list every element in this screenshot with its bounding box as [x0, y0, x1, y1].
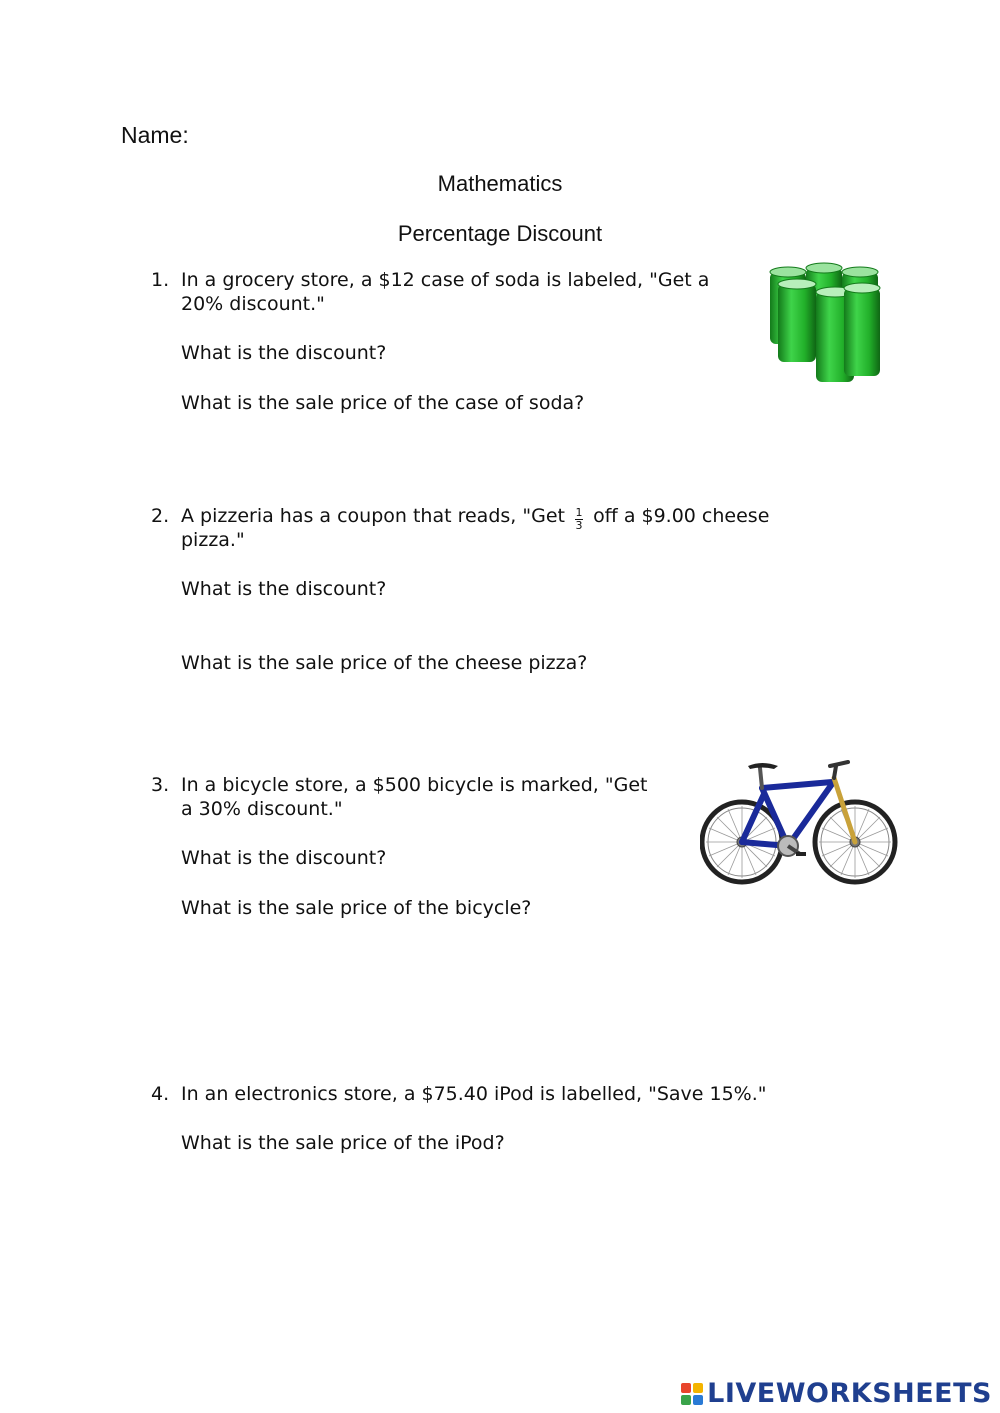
question-text-line: In a bicycle store, a $500 bicycle is marked, "Get [181, 774, 648, 796]
question-text-line [181, 504, 769, 532]
question-text-line: pizza." [181, 529, 245, 551]
crankset [778, 836, 806, 856]
question-number: 3. [151, 774, 170, 796]
question-number: 4. [151, 1083, 170, 1105]
subject-title: Mathematics [437, 171, 563, 196]
front-row-cans [778, 279, 880, 382]
bicycle-icon [700, 758, 898, 888]
question-prompt: What is the discount? [181, 342, 387, 364]
fraction-numerator: 1 [575, 506, 583, 519]
question-text-line: In an electronics store, a $75.40 iPod is labelled, "Save 15%." [181, 1083, 767, 1105]
fraction-denominator: 3 [575, 519, 583, 532]
question-text-part: off a $9.00 cheese [593, 505, 770, 527]
liveworksheets-logo [681, 1378, 992, 1409]
question-prompt: What is the discount? [181, 847, 387, 869]
question-prompt: What is the sale price of the case of soda? [181, 392, 585, 414]
logo-text: LIVEWORKSHEETS [707, 1378, 992, 1409]
question-text-line: a 30% discount." [181, 798, 343, 820]
question-number: 1. [151, 269, 170, 291]
topic-title: Percentage Discount [397, 221, 603, 246]
question-prompt: What is the sale price of the iPod? [181, 1132, 505, 1154]
name-label: Name: [121, 122, 189, 148]
question-text-part: A pizzeria has a coupon that reads, "Get [181, 505, 565, 527]
question-text-line: In a grocery store, a $12 case of soda is labeled, "Get a [181, 269, 710, 291]
one-third-fraction [575, 507, 583, 532]
soda-cans-icon [764, 262, 884, 388]
question-number: 2. [151, 505, 170, 527]
question-text-line: 20% discount." [181, 293, 325, 315]
question-prompt: What is the sale price of the cheese pizza? [181, 652, 588, 674]
logo-mark-icon [681, 1383, 703, 1405]
question-prompt: What is the sale price of the bicycle? [181, 897, 532, 919]
question-prompt: What is the discount? [181, 578, 387, 600]
